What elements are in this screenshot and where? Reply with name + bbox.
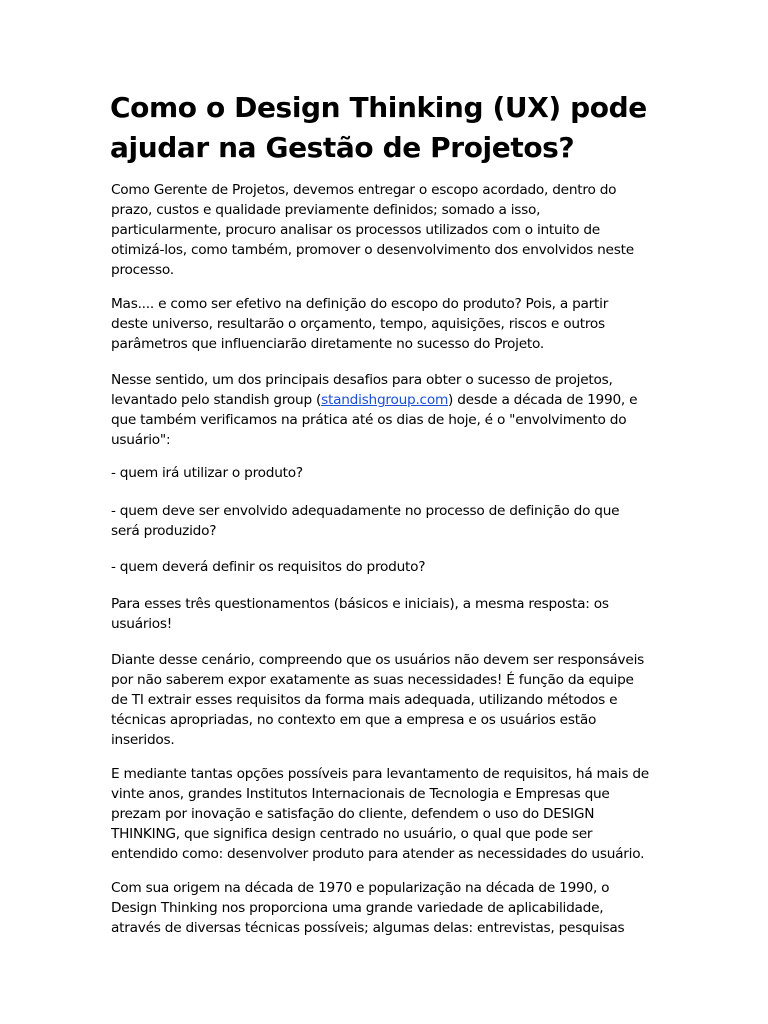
text-line: - quem deve ser envolvido adequadamente no processo de definição do que xyxy=(111,503,620,519)
text-line: particularmente, procuro analisar os processos utilizados com o intuito de xyxy=(111,222,600,238)
title-line: ajudar na Gestão de Projetos? xyxy=(110,131,575,164)
text-fragment: ) desde a década de 1990, e xyxy=(448,392,638,408)
text-line: Mas.... e como ser efetivo na definição do escopo do produto? Pois, a partir xyxy=(111,296,609,312)
paragraph-2 xyxy=(111,294,671,354)
text-line: Para esses três questionamentos (básicos e iniciais), a mesma resposta: os xyxy=(111,596,609,612)
question-1 xyxy=(111,463,671,483)
text-line: Com sua origem na década de 1970 e popularização na década de 1990, o xyxy=(111,880,610,896)
text-line: Diante desse cenário, compreendo que os usuários não devem ser responsáveis xyxy=(111,652,645,668)
text-line: prezam por inovação e satisfação do cliente, defendem o uso do DESIGN xyxy=(111,806,595,822)
text-line: vinte anos, grandes Institutos Internacionais de Tecnologia e Empresas que xyxy=(111,786,610,802)
text-line: E mediante tantas opções possíveis para levantamento de requisitos, há mais de xyxy=(111,766,649,782)
text-line: - quem irá utilizar o produto? xyxy=(111,465,303,481)
paragraph-4 xyxy=(111,594,671,634)
page-title xyxy=(110,88,670,168)
text-line: técnicas apropriadas, no contexto em que a empresa e os usuários estão xyxy=(111,712,597,728)
text-line: Nesse sentido, um dos principais desafios para obter o sucesso de projetos, xyxy=(111,372,613,388)
text-line: prazo, custos e qualidade previamente definidos; somado a isso, xyxy=(111,202,541,218)
text-line: parâmetros que influenciarão diretamente no sucesso do Projeto. xyxy=(111,336,545,352)
text-fragment: levantado pelo standish group ( xyxy=(111,392,322,408)
text-line: - quem deverá definir os requisitos do produto? xyxy=(111,559,426,575)
text-line xyxy=(111,390,671,410)
text-line: THINKING, que significa design centrado no usuário, o qual que pode ser xyxy=(111,826,593,842)
paragraph-1 xyxy=(111,180,671,280)
text-line: por não saberem expor exatamente as suas necessidades! É função da equipe xyxy=(111,672,634,688)
paragraph-5 xyxy=(111,650,671,750)
paragraph-6 xyxy=(111,764,671,864)
title-line: Como o Design Thinking (UX) pode xyxy=(110,91,647,124)
text-line: otimizá-los, como também, promover o desenvolvimento dos envolvidos neste xyxy=(111,242,634,258)
text-line: será produzido? xyxy=(111,523,217,539)
text-line: inseridos. xyxy=(111,732,175,748)
text-line: usuários! xyxy=(111,616,173,632)
text-line: através de diversas técnicas possíveis; algumas delas: entrevistas, pesquisas xyxy=(111,920,625,936)
paragraph-3 xyxy=(111,370,671,450)
standishgroup-link[interactable]: standishgroup.com xyxy=(321,392,449,408)
text-line: Como Gerente de Projetos, devemos entregar o escopo acordado, dentro do xyxy=(111,182,617,198)
text-line: processo. xyxy=(111,262,174,278)
text-line: que também verificamos na prática até os dias de hoje, é o "envolvimento do xyxy=(111,412,627,428)
text-line: deste universo, resultarão o orçamento, tempo, aquisições, riscos e outros xyxy=(111,316,605,332)
paragraph-7 xyxy=(111,878,671,938)
question-3 xyxy=(111,557,671,577)
text-line: entendido como: desenvolver produto para atender as necessidades do usuário. xyxy=(111,846,645,862)
question-2 xyxy=(111,501,671,541)
text-line: de TI extrair esses requisitos da forma mais adequada, utilizando métodos e xyxy=(111,692,618,708)
text-line: Design Thinking nos proporciona uma grande variedade de aplicabilidade, xyxy=(111,900,604,916)
text-line: usuário": xyxy=(111,432,171,448)
